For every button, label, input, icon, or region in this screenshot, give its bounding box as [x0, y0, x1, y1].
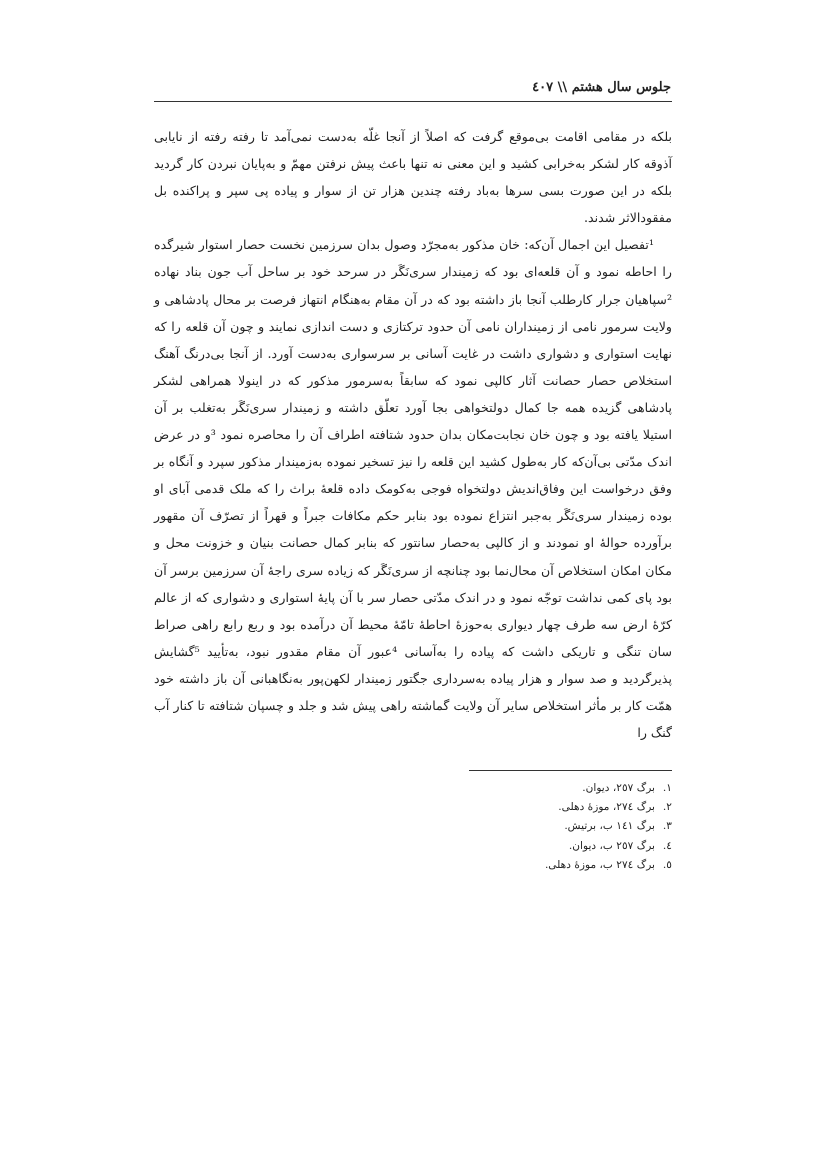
footnote-text: برگ ٢٧٤، موزهٔ دهلی. — [558, 801, 655, 814]
footnote-text: برگ ٢٥٧ ب، دیوان. — [568, 839, 655, 852]
footnote-item — [372, 779, 672, 798]
paragraph-1: بلکه در مقامی اقامت بی‌موقع گرفت که اصلاً از آنجا غلّه به‌دست نمی‌آمد تا رفته رفته از نایابی آذوقه کار لشکر به‌خرابی کشید و این معنی نه تنها باعث پیش نرفتن مهمّ و به‌پایان نبردن کار گردید بلکه در این صورت بسی سرها به‌باد رفته چندین هزار تن از سوار و پیاده پی سپر و پراکنده بل مفقودالاثر شدند. — [154, 129, 672, 226]
paragraph-2: ¹تفصیل این اجمال آن‌که: خان مذکور به‌مجرّد وصول بدان سرزمین نخست حصار استوار شیرگده را احاطه نمود و آن قلعه‌ای بود که زمیندار سری‌نَگَر در سرحد خود بر ساحل آب جون بناد نهاده ²سپاهیان جرار کارطلب آنجا باز داشته بود که در آن مقام به‌هنگام انتهاز فرصت بر محال پادشاهی و ولایت سرمور نامی از زمینداران نامی آن حدود ترکتازی و دست اندازی نمایند و چون آن قلعه را که نهایت استواری و دشواری داشت در غایت آسانی بر سرسواری به‌دست آورد. از آنجا بی‌درنگ آهنگ استخلاص حصار حصانت آثار کالپی نمود که سابقاً به‌سرمور مذکور که در اینولا همراهی لشکر پادشاهی گزیده همه جا کمال دولتخواهی بجا آورد تعلّق داشته و زمیندار سری‌نَگَر به‌تغلب بر آن استیلا یافته بود و چون خان نجابت‌مکان بدان حدود شتافته اطراف آن را محاصره نمود ³و در عرض اندک مدّتی بی‌آن‌که کار به‌طول کشید این قلعه را نیز تسخیر نموده به‌زمیندار مذکور سپرد و آنگاه بر وفق درخواست این وفاق‌اندیش دولتخواه فوجی به‌کومک داده قلعهٔ براث را که ملک قدمی آبای او بوده زمیندار سری‌نَگَر به‌جبر انتزاع نموده بود بنابر حکم مکافات جبراً و قهراً از تصرّف آن مقهور برآورده حوالهٔ او نمودند و از کالپی به‌حصار سانتور که بنابر کمال حصانت بنیان و خزونت محل و مکان امکان استخلاص آن محال‌نما بود چنانچه از سری‌نَگَر که زیاده سری راجهٔ آن سرزمین برسر آن بود پای کمی نداشت توجّه نمود و در اندک مدّتی حصار سر با آن پایهٔ استواری و دشواری که از عالم کرّهٔ ارض سه طرف چهار دیواری به‌حوزهٔ احاطهٔ تامّهٔ محیط آن درآمده بود و ربع رابع راهی صراط سان تنگی و تاریکی داشت که پیاده را به‌آسانی ⁴عبور آن مقام مقدور نبود، به‌تأیید ⁵گشایش پذیرگردید و صد سوار و هزار پیاده به‌سرداری جگتور زمیندار لکهن‌پور به‌نگاهبانی آن باز داشته خود همّت کار بر مأثر استخلاص سایر آن ولایت گماشته راهی پیش شد و جلد و چسپان شتافته تا کنار آب گنگ را — [154, 237, 672, 741]
chapter-title: جلوس سال هشتم — [571, 80, 671, 95]
footnote-item — [372, 856, 672, 875]
footnote-item — [372, 817, 672, 836]
footnote-number: ١. — [662, 782, 672, 794]
footnote-rule — [469, 770, 672, 771]
footnote-number: ٥. — [662, 858, 672, 871]
footnote-item — [372, 837, 672, 856]
footnote-number: ٣. — [662, 820, 672, 833]
header-separator: \\ — [557, 80, 568, 95]
page-number: ٤٠٧ — [532, 80, 554, 95]
footnote-text: برگ ٢٥٧، دیوان. — [582, 782, 655, 794]
footnote-number: ٢. — [662, 801, 672, 814]
footnote-text: برگ ٢٧٤ ب، موزهٔ دهلی. — [544, 858, 655, 871]
footnote-number: ٤. — [662, 839, 672, 852]
header-rule — [154, 101, 672, 102]
main-text — [154, 123, 672, 746]
footnote-text: برگ ١٤١ ب، برتیش. — [564, 820, 655, 833]
running-header — [155, 80, 671, 100]
footnotes — [372, 779, 672, 875]
footnote-item — [372, 798, 672, 817]
